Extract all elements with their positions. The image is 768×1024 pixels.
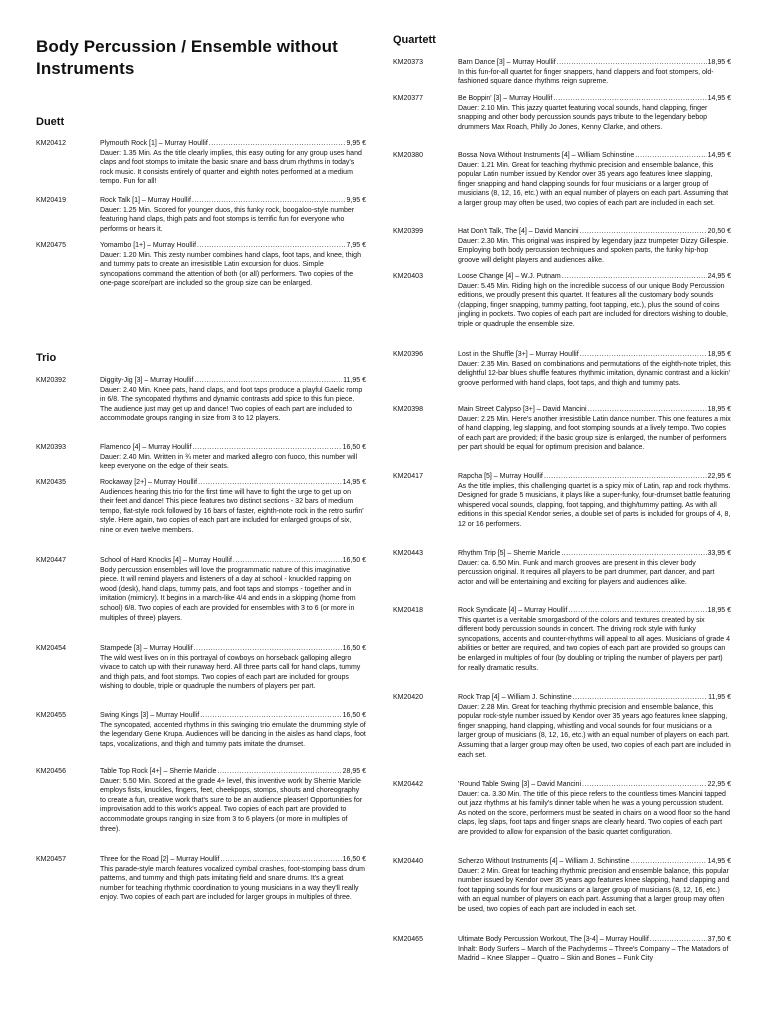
item-code: KM20412 (36, 140, 66, 147)
section-heading-quartett: Quartett (393, 34, 436, 46)
item-title: Bossa Nova Without Instruments [4] – William Schinstine (458, 152, 635, 159)
item-description: Body percussion ensembles will love the programmatic nature of this imaginative piece. It will remind players and listeners of a day at school - knuckled rapping on wood (desk), hand claps, tummy pats, and foot taps and stomps - together and in imitation (mimicry). It begins in a march-like 4/4 and ends in a skipping (home from school) 6/8. Two copies of each are provided for ensembles with 3 to 6 (or more in multiples of three) players. (100, 566, 356, 622)
item-code: KM20377 (393, 95, 423, 102)
item-description: Dauer: 2.35 Min. Based on combinations and permutations of the eighth-note triplet, this delightful 12-bar blues shuffle features rhythmic imitation, dynamic contrast and a kickin' groove performed with hand claps, foot taps, and thigh and tummy pats. (458, 360, 731, 387)
dot-leader (198, 478, 342, 488)
item-code: KM20398 (393, 406, 423, 413)
item-description: Dauer: 2.40 Min. Knee pats, hand claps, and foot taps produce a playful Gaelic romp in 6/8. The syncopated rhythms and dynamic contrasts add spice to this fun piece. The audience just may get up and dance! Two copies of each part are included to accommodate groups ranging in size from 3 to 12 players. (100, 386, 363, 423)
item-description: Dauer: 2 Min. Great for teaching rhythmic precision and ensemble balance, this popular number issued by Kendor over 35 years ago features knee slapping, hand clapping and foot tapping sounds for four musicians or a larger group of musicians (8, 12, 16, etc.) with an equal number of players on each part. Assuming that a larger group may often be used, two copies of each part are included in each set. (458, 867, 730, 913)
item-description: Dauer: 5.45 Min. Riding high on the incredible success of our unique Body Percussion editions, we proudly present this quartet. It features all the customary body sounds (clapping, finger snapping, tummy patting, foot tapping, etc.), plus the sound of coins jingling in pockets. Two copies of each part are included for directors wishing to double, triple or quadruple the ensemble size. (458, 282, 728, 328)
item-description: This parade-style march features vocalized cymbal crashes, foot-stomping bass drum patterns, and tummy and thigh pats imitating field and snare drums. It's a great number for teaching rhythmic coordination to young musicians in a way they'll really enjoy. Two copies of each part are included for larger groups in multiples of three. (100, 865, 365, 902)
item-price: 18,95 € (707, 351, 731, 358)
item-title: Be Boppin' [3] – Murray Houllif (458, 95, 553, 102)
item-code: KM20396 (393, 351, 423, 358)
item-code: KM20419 (36, 197, 66, 204)
item-description: The wild west lives on in this portrayal of cowboys on horseback galloping allegro vivace to catch up with their runaway herd. All three parts call for hand claps, tummy and thigh pats, and foot stomps. Two copies of each part are included for groups wishing to double, triple or quadruple the numbers of players per part. (100, 654, 361, 691)
item-title: Scherzo Without Instruments [4] – William J. Schinstine (458, 858, 630, 865)
dot-leader (233, 556, 342, 566)
dot-leader (197, 241, 345, 251)
item-price: 18,95 € (707, 406, 731, 413)
item-price: 14,95 € (707, 152, 731, 159)
item-title: Rock Syndicate [4] – Murray Houllif (458, 607, 568, 614)
item-code: KM20454 (36, 645, 66, 652)
item-title: Rock Trap [4] – William J. Schinstine (458, 694, 572, 701)
item-title: Rockaway [2+] – Murray Houllif (100, 479, 198, 486)
dot-leader (209, 139, 346, 149)
item-description: Dauer: ca. 3.30 Min. The title of this piece refers to the countless times Mancini tapped out jazz rhythms at his family's dinner table when he was a young percussion student. As noted on the score, performers must be seated in chairs on a wood floor so the hand claps, leg slaps, foot taps and finger snaps are clearly heard. Two copies of each part are provided to allow for expansion of the basic quartet configuration. (458, 790, 730, 836)
item-code: KM20456 (36, 768, 66, 775)
item-code: KM20443 (393, 550, 423, 557)
item-description: Dauer: 1.25 Min. Scored for younger duos, this funky rock, boogaloo-style number featuring hand claps, thigh pats and foot stomps is terrific fun for everyone who performs or hears it. (100, 206, 355, 233)
item-price: 14,95 € (707, 858, 731, 865)
dot-leader (631, 857, 707, 867)
dot-leader (582, 780, 707, 790)
item-title: Hat Don't Talk, The [4] – David Mancini (458, 228, 579, 235)
item-code: KM20417 (393, 473, 423, 480)
item-code: KM20373 (393, 59, 423, 66)
section-heading-trio: Trio (36, 352, 57, 364)
item-price: 11,95 € (343, 377, 366, 384)
item-price: 9,95 € (346, 140, 366, 147)
item-title: Flamenco [4] – Murray Houllif (100, 444, 192, 451)
item-title: Loose Change [4] – W.J. Putnam (458, 273, 561, 280)
dot-leader (580, 350, 707, 360)
item-code: KM20393 (36, 444, 66, 451)
left-column (36, 0, 366, 1024)
item-code: KM20440 (393, 858, 423, 865)
item-title: Table Top Rock [4+] – Sherrie Maricle (100, 768, 217, 775)
item-description: Dauer: 2.30 Min. This original was inspired by legendary jazz trumpeter Dizzy Gillespie. Employing both body percussion techniques and spoken parts, the funky hip-hop groove will delight players and audiences alike. (458, 237, 729, 264)
item-price: 16,50 € (342, 444, 366, 451)
item-price: 9,95 € (346, 197, 366, 204)
item-code: KM20403 (393, 273, 423, 280)
item-title: School of Hard Knocks [4] – Murray Houllif (100, 557, 232, 564)
item-price: 11,95 € (708, 694, 731, 701)
item-title: Diggity-Jig [3] – Murray Houllif (100, 377, 194, 384)
item-title: Three for the Road [2] – Murray Houllif (100, 856, 220, 863)
item-code: KM20455 (36, 712, 66, 719)
dot-leader (553, 94, 706, 104)
item-price: 16,50 € (342, 856, 366, 863)
item-code: KM20399 (393, 228, 423, 235)
item-price: 28,95 € (342, 768, 366, 775)
dot-leader (580, 227, 707, 237)
item-code: KM20380 (393, 152, 423, 159)
dot-leader (194, 644, 342, 654)
item-price: 24,95 € (707, 273, 731, 280)
item-price: 33,95 € (707, 550, 731, 557)
item-title: Barn Dance [3] – Murray Houllif (458, 59, 556, 66)
item-description: The syncopated, accented rhythms in this swinging trio emulate the drumming style of the legendary Gene Krupa. Audiences will be dancing in the aisles as hand claps, foot taps, vocalizations, and thigh and tummy pats imitate the drumset. (100, 721, 366, 748)
item-code: KM20442 (393, 781, 423, 788)
item-price: 18,95 € (707, 607, 731, 614)
item-price: 14,95 € (707, 95, 731, 102)
item-price: 16,50 € (342, 712, 366, 719)
item-code: KM20418 (393, 607, 423, 614)
item-description: Dauer: 2.25 Min. Here's another irresistible Latin dance number. This one features a mix of hand clapping, leg slapping, and foot stomping sounds at a lively tempo. Two copies of each part are provided; if the basic group size is enlarged, the number of performers per part should be equal for optimum precision and balance. (458, 415, 731, 452)
item-title: Stampede [3] – Murray Houllif (100, 645, 193, 652)
item-price: 18,95 € (707, 59, 731, 66)
dot-leader (635, 151, 706, 161)
item-title: Main Street Calypso [3+] – David Mancini (458, 406, 587, 413)
dot-leader (562, 272, 707, 282)
dot-leader (568, 606, 706, 616)
item-title: Yomambo [1+] – Murray Houllif (100, 242, 197, 249)
item-title: Rock Talk [1] – Murray Houllif (100, 197, 191, 204)
item-code: KM20392 (36, 377, 66, 384)
dot-leader (192, 196, 346, 206)
item-price: 37,50 € (707, 936, 731, 943)
item-code: KM20465 (393, 936, 423, 943)
item-title: Swing Kings [3] – Murray Houllif (100, 712, 200, 719)
item-price: 22,95 € (707, 473, 731, 480)
dot-leader (220, 855, 341, 865)
item-title: Ultimate Body Percussion Workout, The [3-4] – Murray Houllif (458, 936, 649, 943)
item-description: Dauer: 5.50 Min. Scored at the grade 4+ level, this inventive work by Sherrie Maricle employs fists, knuckles, fingers, feet, cheekpops, stomps, shouts and choreography to create a fun, creative work that's sure to be an audience pleaser! Opportunities for improvisation add to this work's appeal. Two copies of each part are provided to accommodate groups ranging in size from 3 to 6 players (or more in multiples of three). (100, 777, 363, 833)
dot-leader (194, 376, 342, 386)
item-title: Rhythm Trip [5] – Sherrie Maricle (458, 550, 561, 557)
item-price: 7,95 € (346, 242, 366, 249)
dot-leader (588, 405, 707, 415)
item-price: 16,50 € (342, 557, 366, 564)
dot-leader (573, 693, 708, 703)
item-price: 20,50 € (707, 228, 731, 235)
dot-leader (561, 549, 706, 559)
item-description: Dauer: 1.21 Min. Great for teaching rhythmic precision and ensemble balance, this popular Latin number issued by Kendor over 35 years ago features knee slapping, finger snapping and hand clapping sounds for four musicians or a larger group of musicians (8, 12, 16, etc.) with an equal number of players on each part. Assuming that a larger group may often be used, two copies of each part are included in each set. (458, 161, 729, 207)
item-code: KM20457 (36, 856, 66, 863)
item-price: 16,50 € (342, 645, 366, 652)
item-description: Dauer: ca. 6.50 Min. Funk and march grooves are present in this clever body percussion original. It requires all players to be part drummer, part dancer, and part actor and will be entertaining and exciting for players and audiences alike. (458, 559, 715, 586)
dot-leader (544, 472, 707, 482)
item-price: 14,95 € (342, 479, 366, 486)
item-code: KM20475 (36, 242, 66, 249)
item-code: KM20420 (393, 694, 423, 701)
item-description: Inhalt: Body Surfers – March of the Pachyderms – Three's Company – The Matadors of Madrid – Knee Slapper – Quatro – Skin and Bones – Funk City (458, 945, 729, 963)
dot-leader (650, 935, 707, 945)
page-title: Body Percussion / Ensemble without Instruments (36, 37, 338, 78)
dot-leader (192, 443, 341, 453)
item-description: Dauer: 1.35 Min. As the title clearly implies, this easy outing for any group uses hand claps and foot stomps to imitate the basic snare and bass drum rhythms in today's rock music. It consists entirely of quarter and eighth notes performed at a medium tempo. Fun for all! (100, 149, 362, 186)
item-description: Dauer: 2.40 Min. Written in ¾ meter and marked allegro con fuoco, this number will keep everyone on the edge of their seats. (100, 453, 358, 471)
item-title: 'Round Table Swing [3] – David Mancini (458, 781, 581, 788)
item-title: Plymouth Rock [1] – Murray Houllif (100, 140, 208, 147)
dot-leader (557, 58, 707, 68)
item-description: In this fun-for-all quartet for finger snappers, hand clappers and foot stompers, old-fashioned square dance rhythms reign supreme. (458, 68, 714, 86)
section-heading-duett: Duett (36, 116, 65, 128)
item-description: Dauer: 1.20 Min. This zesty number combines hand claps, foot taps, and knee, thigh and tummy pats to create an irresistible Latin excursion for duos. Simple syncopations command the attention of both (or all) performers. Two copies of the one-page score/part are included so the group size can be enlarged. (100, 251, 361, 288)
right-column (393, 0, 731, 1024)
item-title: Lost in the Shuffle [3+] – Murray Houllif (458, 351, 579, 358)
item-description: This quartet is a veritable smorgasbord of the colors and textures created by six different body percussion sounds in concert. The driving rock style with funky syncopations, accents and counter-rhythms will appeal to all ages. Musicians of grade 4 abilities or better are required, and two copies of each part are provided so groups can be enlarged in multiples of four (by doubling or tripling the number of players per part) for really dramatic results. (458, 616, 730, 672)
item-price: 22,95 € (707, 781, 731, 788)
item-description: Dauer: 2.28 Min. Great for teaching rhythmic precision and ensemble balance, this popular rock-style number issued by Kendor over 35 years ago features knee slapping, finger snapping, hand clapping, whistling and vocal sounds for four musicians or a larger group of musicians (8, 12, 16, etc.) with an equal number of players on each part. Assuming that a larger group may often be used, two copies of each part are included in each set. (458, 703, 731, 759)
dot-leader (217, 767, 341, 777)
item-description: Dauer: 2.10 Min. This jazzy quartet featuring vocal sounds, hand clapping, finger snapping and other body percussion sounds pays tribute to the legendary bebop drummers Max Roach, Philly Jo Jones, Kenny Clarke, and others. (458, 104, 708, 131)
item-description: Audiences hearing this trio for the first time will have to fight the urge to get up on their feet and dance! This piece features two distinct sections - 32 bars of medium tempo, flat-style rock followed by 16 bars of faster, eighth-note rock in the retro surfin' style. Here again, two copies of each part are included for enlarged groups of six, nine or even twelve members. (100, 488, 364, 534)
item-title: Rapcha [5] – Murray Houllif (458, 473, 543, 480)
item-code: KM20435 (36, 479, 66, 486)
item-code: KM20447 (36, 557, 66, 564)
item-description: As the title implies, this challenging quartet is a spicy mix of Latin, rap and rock rhythms. Designed for grade 5 musicians, it plays like a super-funky, four-drumset battle featuring whispered vocal sounds, clapping, foot tapping, and thigh/tummy patting. As with all editions in this special Kendor series, a double set of parts is included for groups of 4, 8, 12 or 16 performers. (458, 482, 731, 528)
dot-leader (200, 711, 341, 721)
